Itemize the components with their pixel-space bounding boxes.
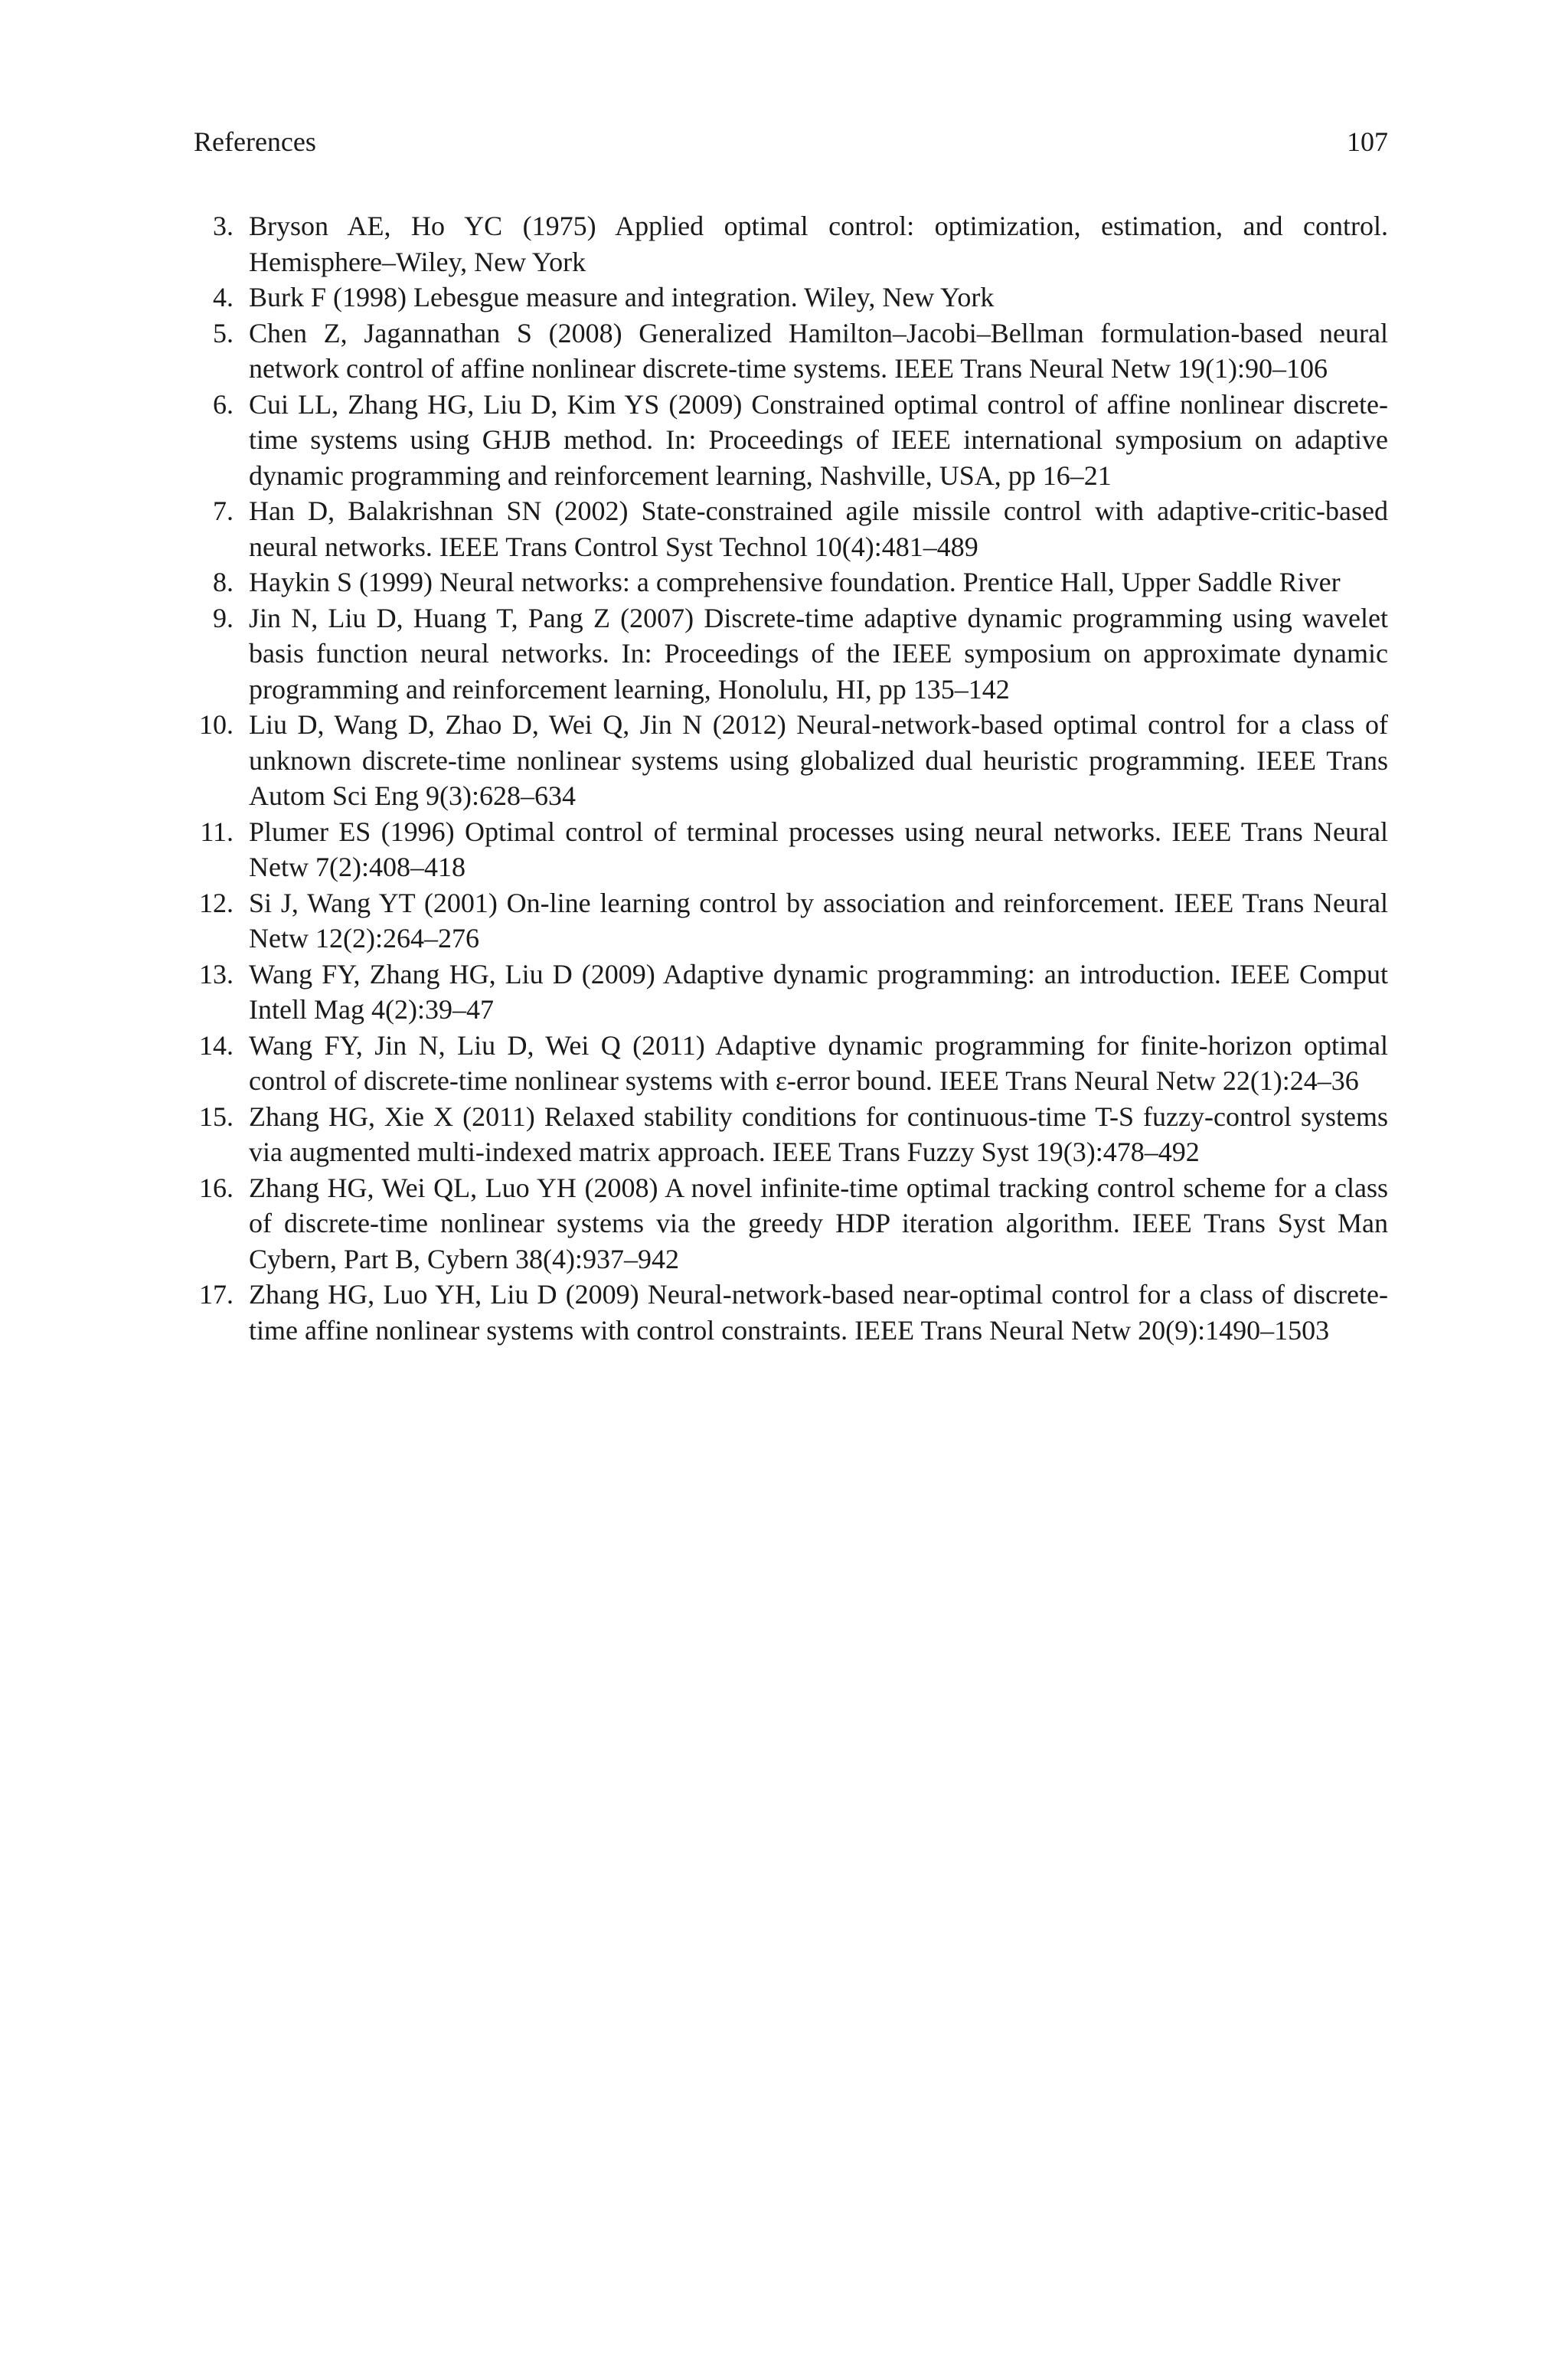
running-head bbox=[194, 123, 1388, 161]
reference-item bbox=[194, 707, 1388, 814]
reference-text: Burk F (1998) Lebesgue measure and integration. Wiley, New York bbox=[249, 282, 995, 312]
reference-text: Wang FY, Zhang HG, Liu D (2009) Adaptive dynamic programming: an introduction. IEEE Comput Intell Mag 4(2):39–47 bbox=[249, 958, 1388, 1025]
reference-number: 4. bbox=[213, 282, 234, 312]
reference-item bbox=[194, 957, 1388, 1028]
reference-text: Bryson AE, Ho YC (1975) Applied optimal control: optimization, estimation, and control. Hemisphere–Wiley, New York bbox=[249, 211, 1388, 277]
reference-number: 12. bbox=[199, 887, 234, 918]
reference-text: Zhang HG, Luo YH, Liu D (2009) Neural-network-based near-optimal control for a class of discrete-time affine nonlinear systems with control constraints. IEEE Trans Neural Netw 20(9):1490–1503 bbox=[249, 1279, 1388, 1346]
reference-item bbox=[194, 387, 1388, 494]
running-head-section: References bbox=[194, 126, 316, 157]
reference-text: Si J, Wang YT (2001) On-line learning control by association and reinforcement. IEEE Trans Neural Netw 12(2):264–276 bbox=[249, 887, 1388, 953]
reference-item bbox=[194, 1277, 1388, 1348]
reference-item bbox=[194, 280, 1388, 316]
reference-number: 8. bbox=[213, 567, 234, 597]
reference-text: Zhang HG, Xie X (2011) Relaxed stability conditions for continuous-time T-S fuzzy-control systems via augmented multi-indexed matrix approach. IEEE Trans Fuzzy Syst 19(3):478–492 bbox=[249, 1101, 1388, 1167]
reference-item bbox=[194, 600, 1388, 708]
reference-item bbox=[194, 885, 1388, 957]
reference-number: 17. bbox=[199, 1279, 234, 1310]
reference-list bbox=[194, 208, 1388, 1348]
reference-item bbox=[194, 1170, 1388, 1277]
reference-item bbox=[194, 493, 1388, 564]
reference-text: Zhang HG, Wei QL, Luo YH (2008) A novel infinite-time optimal tracking control scheme for a class of discrete-time nonlinear systems via the greedy HDP iteration algorithm. IEEE Trans Syst Man Cybern, Part B, Cybern 38(4):937–942 bbox=[249, 1172, 1388, 1274]
reference-item bbox=[194, 814, 1388, 885]
reference-text: Jin N, Liu D, Huang T, Pang Z (2007) Discrete-time adaptive dynamic programming using wavelet basis function neural networks. In: Proceedings of the IEEE symposium on approximate dynamic programming and reinforcement learning, Honolulu, HI, pp 135–142 bbox=[249, 602, 1388, 705]
reference-item bbox=[194, 1028, 1388, 1099]
page-number: 107 bbox=[1347, 126, 1388, 157]
reference-text: Haykin S (1999) Neural networks: a comprehensive foundation. Prentice Hall, Upper Saddle River bbox=[249, 567, 1341, 597]
reference-item bbox=[194, 564, 1388, 600]
reference-number: 9. bbox=[213, 602, 234, 633]
reference-text: Chen Z, Jagannathan S (2008) Generalized Hamilton–Jacobi–Bellman formulation-based neural network control of affine nonlinear discrete-time systems. IEEE Trans Neural Netw 19(1):90–106 bbox=[249, 317, 1388, 384]
reference-text: Wang FY, Jin N, Liu D, Wei Q (2011) Adaptive dynamic programming for finite-horizon optimal control of discrete-time nonlinear systems with ε-error bound. IEEE Trans Neural Netw 22(1):24–36 bbox=[249, 1029, 1388, 1096]
reference-text: Cui LL, Zhang HG, Liu D, Kim YS (2009) Constrained optimal control of affine nonlinear discrete-time systems using GHJB method. In: Proceedings of IEEE international symposium on adaptive dynamic programming and reinforcement learning, Nashville, USA, pp 16–21 bbox=[249, 388, 1388, 491]
reference-text: Liu D, Wang D, Zhao D, Wei Q, Jin N (2012) Neural-network-based optimal control for a class of unknown discrete-time nonlinear systems using globalized dual heuristic programming. IEEE Trans Autom Sci Eng 9(3):628–634 bbox=[249, 709, 1388, 811]
reference-number: 10. bbox=[199, 709, 234, 740]
reference-item bbox=[194, 208, 1388, 280]
reference-number: 14. bbox=[199, 1029, 234, 1061]
reference-number: 7. bbox=[213, 496, 234, 526]
reference-text: Han D, Balakrishnan SN (2002) State-constrained agile missile control with adaptive-critic-based neural networks. IEEE Trans Control Syst Technol 10(4):481–489 bbox=[249, 496, 1388, 562]
reference-number: 6. bbox=[213, 388, 234, 420]
reference-number: 3. bbox=[213, 211, 234, 241]
reference-number: 16. bbox=[199, 1172, 234, 1203]
reference-number: 15. bbox=[199, 1101, 234, 1132]
reference-number: 13. bbox=[199, 958, 234, 989]
reference-number: 11. bbox=[200, 816, 234, 847]
reference-text: Plumer ES (1996) Optimal control of terminal processes using neural networks. IEEE Trans Neural Netw 7(2):408–418 bbox=[249, 816, 1388, 882]
reference-item bbox=[194, 316, 1388, 387]
reference-number: 5. bbox=[213, 317, 234, 348]
reference-item bbox=[194, 1099, 1388, 1170]
